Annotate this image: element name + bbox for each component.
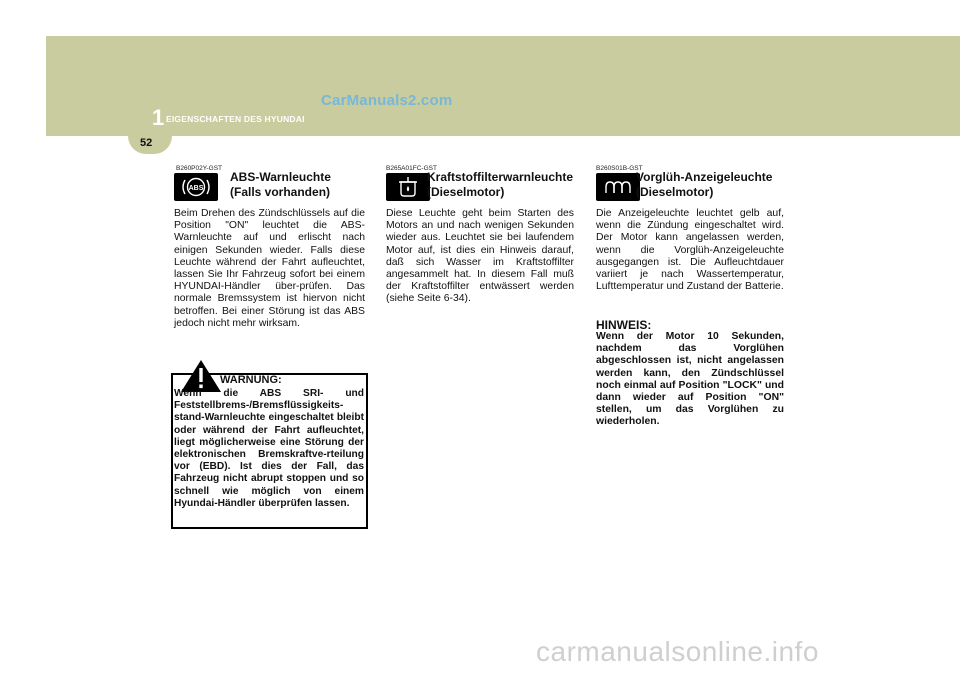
glow-plug-icon	[596, 173, 640, 201]
section-code-fuel: B265A01FC-GST	[386, 165, 437, 172]
heading-glow-line1: Vorglüh-Anzeigeleuchte	[636, 170, 773, 184]
chapter-title: EIGENSCHAFTEN DES HYUNDAI	[166, 114, 305, 124]
heading-abs	[230, 170, 331, 200]
chapter-number: 1	[152, 105, 165, 130]
watermark-bottom-link[interactable]: carmanualsonline.info	[536, 636, 819, 667]
heading-abs-line2: (Falls vorhanden)	[230, 185, 331, 199]
warning-title: WARNUNG:	[220, 374, 282, 386]
hinweis-text: Wenn der Motor 10 Sekunden, nachdem das Vorglühen abgeschlossen ist, nicht angelassen werden kann, den Zündschlüssel noch einmal auf Position "LOCK" und dann wieder auf Position "ON" stellen, um das Vorglühen zu wiederholen.	[596, 331, 784, 428]
body-glow: Die Anzeigeleuchte leuchtet gelb auf, wenn die Zündung eingeschaltet wird. Der Motor kann angelassen werden, wenn die Vorglüh-Anzeigeleuchte ausgegangen ist. Die Aufleuchtdauer variiert je nach Wassertemperatur, Lufttemperatur und Zustand der Batterie.	[596, 208, 784, 293]
body-fuel: Diese Leuchte geht beim Starten des Motors an und nach wenigen Sekunden wieder aus. Leuchtet sie bei laufendem Motor auf, ist dies ein Hinweis darauf, daß sich Wasser im Kraftstoffilter angesammelt hat. In diesem Fall muß der Kraftstoffilter entwässert werden (siehe Seite 6-34).	[386, 208, 574, 305]
heading-fuel-line1: Kraftstoffilterwarnleuchte	[427, 170, 574, 184]
section-code-glow: B260S01B-GST	[596, 165, 643, 172]
body-abs: Beim Drehen des Zündschlüssels auf die Position "ON" leuchtet die ABS-Warnleuchte auf und erlischt nach einigen Sekunden wieder. Falls diese Leuchte während der Fahrt aufleuchtet, lassen Sie Ihr Fahrzeug sofort bei einem HYUNDAI-Händler über-prüfen. Das normale Bremssystem ist hiervon nicht betroffen. Bei einer Störung ist das ABS jedoch nicht mehr wirksam.	[174, 208, 365, 329]
warning-text: Wenn die ABS SRI- und Feststellbrems-/Bremsflüssigkeits-stand-Warnleuchte eingeschaltet bleibt oder während der Fahrt aufleuchtet, liegt möglicherweise eine Störung der elektronischen Bremskraftve-rteilung vor (EBD). Ist dies der Fall, das Fahrzeug nicht abrupt stoppen und so schnell wie möglich von einem Hyundai-Händler überprüfen lassen.	[174, 388, 364, 509]
hinweis-title: HINWEIS:	[596, 318, 652, 332]
fuel-filter-warning-icon	[386, 173, 430, 201]
abs-warning-icon	[174, 173, 218, 201]
heading-glow	[636, 170, 772, 200]
heading-fuel	[427, 170, 573, 200]
heading-abs-line1: ABS-Warnleuchte	[230, 170, 331, 184]
abs-icon-label: ABS	[188, 185, 204, 192]
watermark-top-link[interactable]: CarManuals2.com	[321, 92, 453, 109]
heading-fuel-line2: (Dieselmotor)	[427, 185, 505, 199]
page-number: 52	[140, 137, 153, 149]
section-code-abs: B260P02Y-GST	[176, 165, 223, 172]
heading-glow-line2: (Dieselmotor)	[636, 185, 714, 199]
